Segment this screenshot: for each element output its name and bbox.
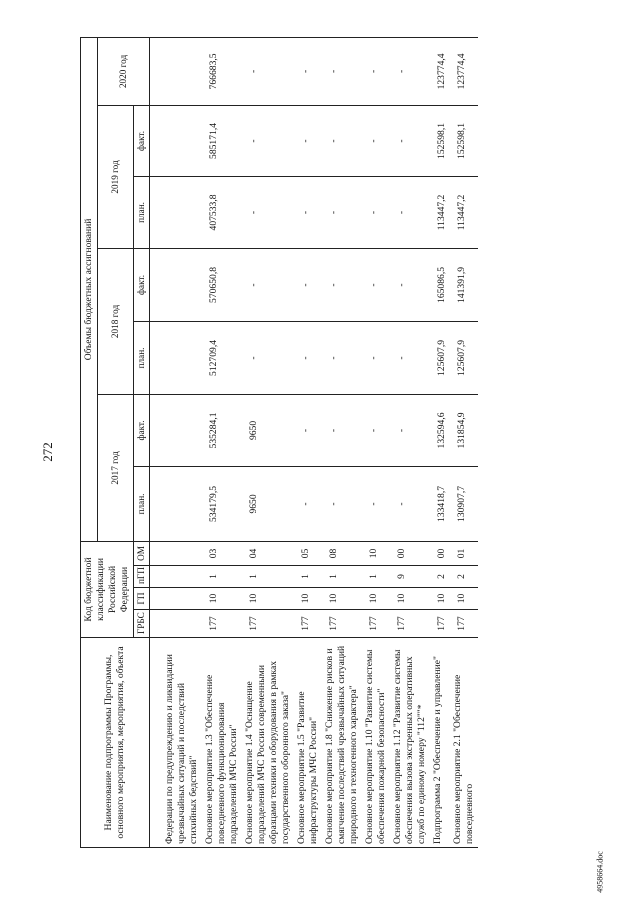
- code-pgp: 1: [294, 566, 322, 588]
- header-plan-2019: план.: [133, 176, 150, 248]
- row-name: Основное мероприятие 1.3 "Обеспечение повседневного функционирования подразделений МЧС России": [202, 638, 242, 848]
- page-number: 272: [40, 442, 55, 462]
- header-code-gp: ГП: [133, 588, 150, 610]
- plan-2019: [162, 176, 202, 248]
- fact-2019: -: [242, 105, 294, 176]
- fact-2018: -: [322, 248, 362, 321]
- table-row: [294, 37, 322, 847]
- row-name: Основное мероприятие 1.10 "Развитие системы обеспечения пожарной безопасности": [362, 638, 390, 848]
- code-pgp: [162, 566, 202, 588]
- header-code-pgp: пГП: [133, 566, 150, 588]
- fact-2018: [162, 248, 202, 321]
- plan-2018: 125607,9: [430, 321, 450, 394]
- code-om: 04: [242, 541, 294, 565]
- plan-2019: -: [294, 176, 322, 248]
- value-2020: -: [294, 37, 322, 105]
- table-row: [450, 37, 478, 847]
- fact-2019: -: [322, 105, 362, 176]
- code-om: 08: [322, 541, 362, 565]
- row-name: Основное мероприятие 1.12 "Развитие системы обеспечения вызова экстренных оперативных служб по единому номеру "112""*: [390, 638, 430, 848]
- fact-2018: -: [242, 248, 294, 321]
- code-om: [162, 541, 202, 565]
- plan-2017: -: [390, 466, 430, 541]
- fact-2017: 131854,9: [450, 394, 478, 466]
- plan-2019: 113447,2: [450, 176, 478, 248]
- header-code-grbs: ГРБС: [133, 610, 150, 638]
- fact-2017: [162, 394, 202, 466]
- plan-2019: 113447,2: [430, 176, 450, 248]
- code-gp: 10: [242, 588, 294, 610]
- fact-2018: -: [294, 248, 322, 321]
- fact-2018: -: [362, 248, 390, 321]
- code-grbs: [162, 610, 202, 638]
- plan-2018: [162, 321, 202, 394]
- fact-2017: 132594,6: [430, 394, 450, 466]
- row-name: Основное мероприятие 1.5 "Развитие инфраструктуры МЧС России": [294, 638, 322, 848]
- code-om: 05: [294, 541, 322, 565]
- code-pgp: 1: [202, 566, 242, 588]
- header-year-2018: 2018 год: [97, 248, 133, 394]
- table-row: [202, 37, 242, 847]
- fact-2017: -: [294, 394, 322, 466]
- table-row: [242, 37, 294, 847]
- fact-2017: 535284,1: [202, 394, 242, 466]
- code-om: 01: [450, 541, 478, 565]
- code-pgp: 2: [450, 566, 478, 588]
- fact-2017: -: [390, 394, 430, 466]
- plan-2018: 125607,9: [450, 321, 478, 394]
- fact-2019: 152598,1: [450, 105, 478, 176]
- value-2020: -: [390, 37, 430, 105]
- table-row: [390, 37, 430, 847]
- row-name: Основное мероприятие 1.4 "Оснащение подразделений МЧС России современными образцами техники и оборудования в рамках государственного оборонного заказа": [242, 638, 294, 848]
- code-pgp: 1: [322, 566, 362, 588]
- plan-2019: -: [362, 176, 390, 248]
- plan-2018: 512709,4: [202, 321, 242, 394]
- code-gp: 10: [430, 588, 450, 610]
- header-plan-2018: план.: [133, 321, 150, 394]
- document-id: 4958664.doc: [595, 851, 605, 893]
- header-year-2017: 2017 год: [97, 394, 133, 541]
- plan-2017: 9650: [242, 466, 294, 541]
- plan-2017: -: [294, 466, 322, 541]
- header-volumes: Объемы бюджетных ассигнований: [81, 37, 98, 541]
- table-header: [81, 37, 150, 847]
- row-name: Федерации по предупреждению и ликвидации чрезвычайных ситуаций и последствий стихийных бедствий": [162, 638, 202, 848]
- value-2020: 123774,4: [430, 37, 450, 105]
- plan-2018: -: [242, 321, 294, 394]
- code-grbs: 177: [430, 610, 450, 638]
- code-grbs: 177: [450, 610, 478, 638]
- fact-2018: 570650,8: [202, 248, 242, 321]
- header-code-om: ОМ: [133, 541, 150, 565]
- table-body: [150, 37, 478, 847]
- value-2020: -: [242, 37, 294, 105]
- fact-2019: 152598,1: [430, 105, 450, 176]
- fact-2019: [162, 105, 202, 176]
- row-name: Подпрограмма 2 "Обеспечение и управление": [430, 638, 450, 848]
- value-2020: 766683,5: [202, 37, 242, 105]
- fact-2018: 141391,9: [450, 248, 478, 321]
- value-2020: [162, 37, 202, 105]
- code-gp: 10: [450, 588, 478, 610]
- code-grbs: 177: [390, 610, 430, 638]
- code-gp: [162, 588, 202, 610]
- code-grbs: 177: [322, 610, 362, 638]
- plan-2019: -: [390, 176, 430, 248]
- code-grbs: 177: [294, 610, 322, 638]
- fact-2017: -: [322, 394, 362, 466]
- header-code-group: Код бюджетной классификации Российской Федерации: [81, 541, 134, 637]
- header-year-2019: 2019 год: [97, 105, 133, 248]
- plan-2017: -: [322, 466, 362, 541]
- plan-2017: [162, 466, 202, 541]
- plan-2019: -: [242, 176, 294, 248]
- fact-2019: -: [362, 105, 390, 176]
- table-row: [322, 37, 362, 847]
- plan-2019: -: [322, 176, 362, 248]
- plan-2018: -: [362, 321, 390, 394]
- spacer-row: [150, 37, 163, 847]
- fact-2018: 165086,5: [430, 248, 450, 321]
- value-2020: 123774,4: [450, 37, 478, 105]
- plan-2018: -: [390, 321, 430, 394]
- header-fact-2019: факт.: [133, 105, 150, 176]
- row-name: Основное мероприятие 1.8 "Снижение рисков и смягчение последствий чрезвычайных ситуаций природного и техногенного характера": [322, 638, 362, 848]
- rotated-page: [80, 38, 615, 848]
- plan-2018: -: [322, 321, 362, 394]
- row-name: Основное мероприятие 2.1 "Обеспечение повседневного: [450, 638, 478, 848]
- fact-2019: 585171,4: [202, 105, 242, 176]
- header-fact-2018: факт.: [133, 248, 150, 321]
- plan-2017: 534179,5: [202, 466, 242, 541]
- code-om: 10: [362, 541, 390, 565]
- code-om: 00: [430, 541, 450, 565]
- code-grbs: 177: [202, 610, 242, 638]
- code-gp: 10: [202, 588, 242, 610]
- fact-2017: 9650: [242, 394, 294, 466]
- fact-2019: -: [294, 105, 322, 176]
- plan-2017: 130907,7: [450, 466, 478, 541]
- code-gp: 10: [294, 588, 322, 610]
- header-plan-2017: план.: [133, 466, 150, 541]
- code-om: 03: [202, 541, 242, 565]
- plan-2017: -: [362, 466, 390, 541]
- code-gp: 10: [362, 588, 390, 610]
- code-grbs: 177: [362, 610, 390, 638]
- table-row: [430, 37, 450, 847]
- code-gp: 10: [322, 588, 362, 610]
- table-row: [162, 37, 202, 847]
- code-pgp: 1: [362, 566, 390, 588]
- fact-2019: -: [390, 105, 430, 176]
- budget-table: [80, 37, 478, 848]
- code-pgp: 9: [390, 566, 430, 588]
- code-grbs: 177: [242, 610, 294, 638]
- code-gp: 10: [390, 588, 430, 610]
- header-fact-2017: факт.: [133, 394, 150, 466]
- header-name: Наименование подпрограммы Программы, основного мероприятия, мероприятия, объекта: [81, 638, 150, 848]
- code-om: 00: [390, 541, 430, 565]
- plan-2018: -: [294, 321, 322, 394]
- value-2020: -: [362, 37, 390, 105]
- value-2020: -: [322, 37, 362, 105]
- fact-2018: -: [390, 248, 430, 321]
- plan-2019: 407533,8: [202, 176, 242, 248]
- code-pgp: 1: [242, 566, 294, 588]
- table-row: [362, 37, 390, 847]
- header-year-2020: 2020 год: [97, 37, 149, 105]
- plan-2017: 133418,7: [430, 466, 450, 541]
- code-pgp: 2: [430, 566, 450, 588]
- fact-2017: -: [362, 394, 390, 466]
